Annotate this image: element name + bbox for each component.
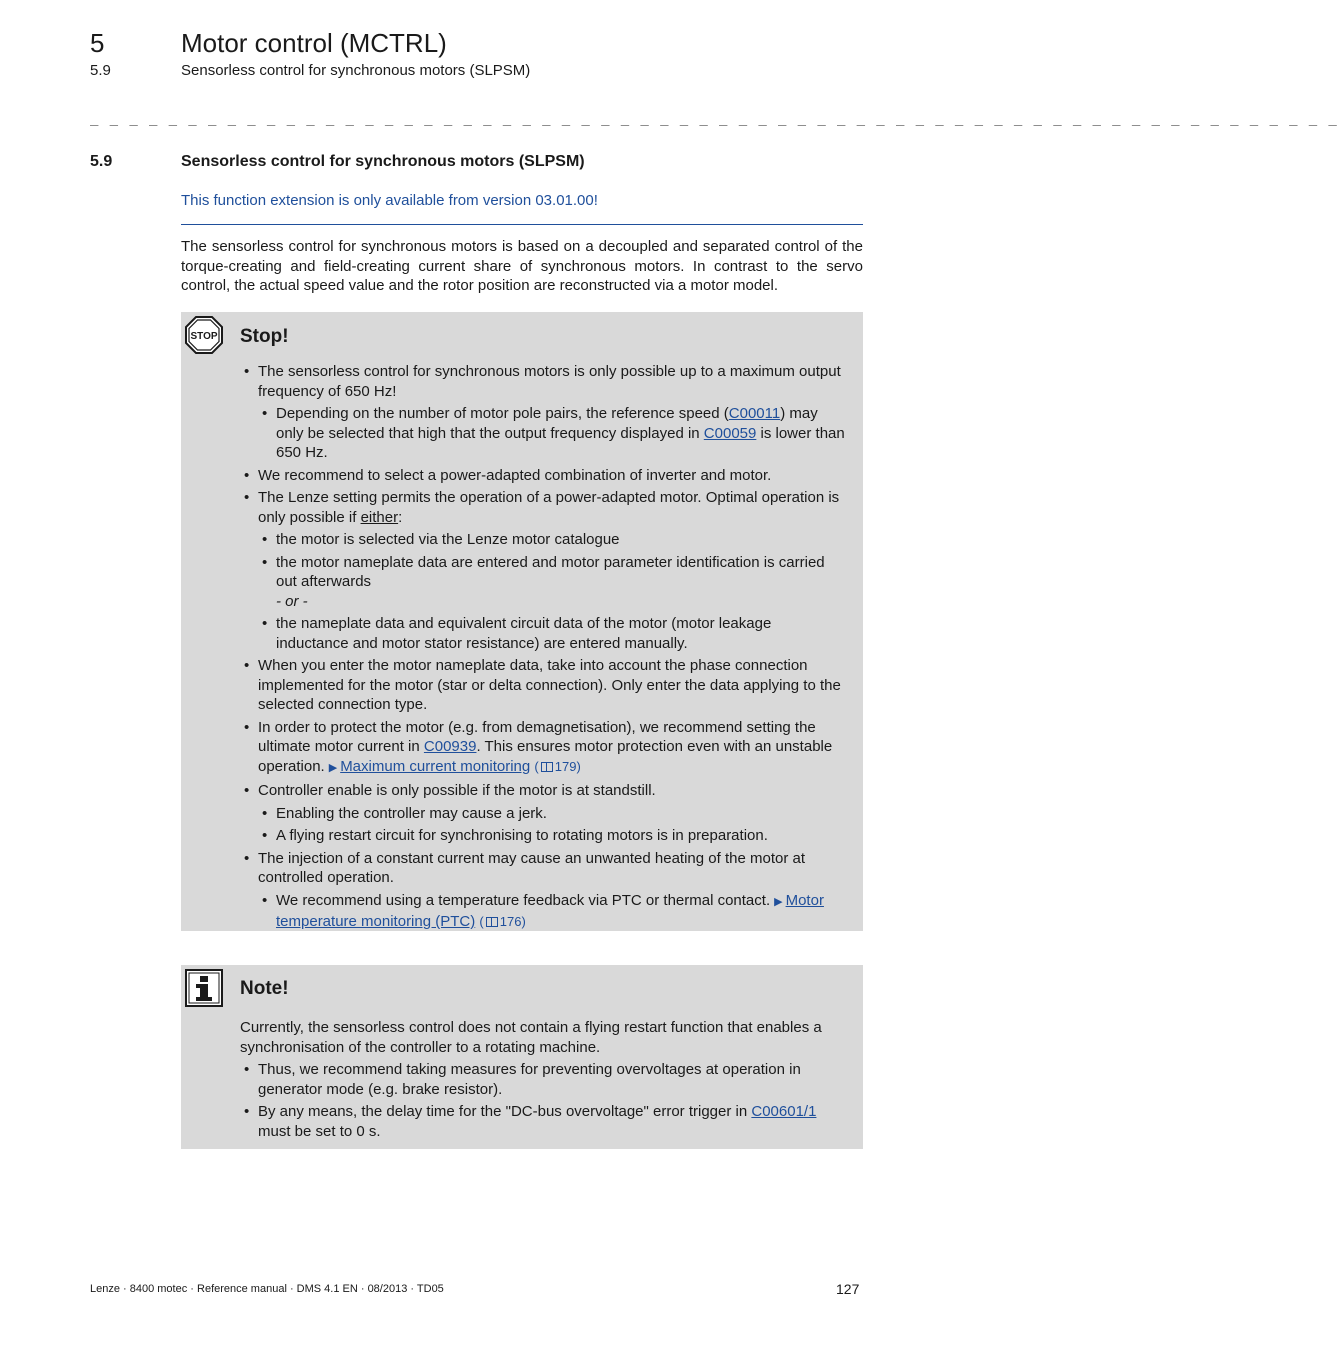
stop-heading: Stop! — [240, 326, 289, 347]
stop-sign-label: STOP — [190, 331, 218, 342]
note-content — [240, 1018, 846, 1144]
list-item: • Enabling the controller may cause a jerk. — [258, 804, 846, 824]
book-icon — [486, 917, 498, 927]
chapter-number: 5 — [90, 28, 105, 58]
either-emphasis: either — [360, 508, 399, 526]
section-heading: Sensorless control for synchronous motors (SLPSM) — [181, 153, 585, 170]
list-item: • The injection of a constant current may cause an unwanted heating of the motor at controlled operation. • We recommend using a temperature feedback via PTC or thermal contact. ▶ Motor temperature monitoring (PTC) ( 176) — [240, 849, 846, 932]
intro-paragraph: The sensorless control for synchronous motors is based on a decoupled and separated control of the torque-creating and field-creating current share of synchronous motors. In contrast to the servo control, the actual speed value and the rotor position are reconstructed via a motor model. — [181, 238, 863, 294]
header-dash-rule: _ _ _ _ _ _ _ _ _ _ _ _ _ _ _ _ _ _ _ _ _ _ _ _ _ _ _ _ _ _ _ _ _ _ _ _ _ _ _ _ _ _ _ _ _ _ _ _ _ _ _ _ _ _ _ _ _ _ _ _ _ _ _ _ — [90, 110, 1338, 126]
list-item: • Depending on the number of motor pole pairs, the reference speed (C00011) may only be selected that high that the output frequency displayed in C00059 is lower than 650 Hz. — [258, 404, 846, 463]
list-item: • the nameplate data and equivalent circuit data of the motor (motor leakage inductance and motor stator resistance) are entered manually. — [258, 614, 846, 653]
link-c00939[interactable]: C00939 — [423, 738, 477, 755]
link-motor-temperature-monitoring[interactable]: Motor temperature monitoring (PTC) — [276, 891, 824, 930]
list-item: • We recommend to select a power-adapted combination of inverter and motor. — [240, 466, 846, 486]
page-number: 127 — [836, 1281, 860, 1297]
list-item: • When you enter the motor nameplate data, take into account the phase connection implemented for the motor (star or delta connection). Only enter the data applying to the selected connection type. — [240, 656, 846, 715]
subchapter-number: 5.9 — [90, 62, 111, 79]
list-item: • A flying restart circuit for synchronising to rotating motors is in preparation. — [258, 826, 846, 846]
stop-warning-box — [181, 312, 863, 931]
stop-content — [240, 362, 846, 935]
section-number: 5.9 — [90, 153, 113, 170]
page-ref: ( 176) — [479, 914, 526, 929]
page-ref: ( 179) — [534, 758, 581, 774]
note-list — [240, 1060, 846, 1141]
info-icon — [185, 969, 223, 1007]
note-paragraph: Currently, the sensorless control does not contain a flying restart function that enables a synchronisation of the controller to a rotating machine. — [240, 1019, 822, 1056]
list-item: • In order to protect the motor (e.g. from demagnetisation), we recommend setting the ultimate motor current in C00939. This ensures motor protection even with an unstable operation. ▶ Maximum current monitoring ( 179) — [240, 718, 846, 779]
list-item-text: The sensorless control for synchronous motors is only possible up to a maximum output frequency of 650 Hz! — [258, 363, 841, 400]
availability-notice: This function extension is only available from version 03.01.00! — [181, 192, 598, 209]
footer-text: Lenze · 8400 motec · Reference manual · DMS 4.1 EN · 08/2013 · TD05 — [90, 1283, 444, 1295]
list-item: • Controller enable is only possible if the motor is at standstill. • Enabling the controller may cause a jerk. • A flying restart circuit for synchronising to rotating motors is in preparation. — [240, 781, 846, 846]
list-item: • the motor nameplate data are entered and motor parameter identification is carried out afterwards - or - — [258, 553, 846, 612]
subchapter-title: Sensorless control for synchronous motors (SLPSM) — [181, 62, 531, 79]
list-item: • We recommend using a temperature feedback via PTC or thermal contact. ▶ Motor temperature monitoring (PTC) ( 176) — [258, 891, 846, 932]
list-item: • Thus, we recommend taking measures for preventing overvoltages at operation in generator mode (e.g. brake resistor). — [240, 1060, 846, 1099]
link-max-current-monitoring[interactable]: Maximum current monitoring — [340, 757, 531, 775]
book-icon — [541, 762, 553, 772]
arrow-right-icon: ▶ — [774, 895, 783, 908]
divider — [181, 224, 863, 225]
stop-sign-icon — [185, 316, 223, 354]
link-c00059[interactable]: C00059 — [703, 424, 757, 442]
link-c00601-1[interactable]: C00601/1 — [751, 1103, 817, 1120]
list-item — [240, 362, 846, 463]
arrow-right-icon: ▶ — [328, 761, 338, 774]
or-separator: - or - — [276, 592, 308, 610]
list-item: • By any means, the delay time for the "DC-bus overvoltage" error trigger in C00601/1 must be set to 0 s. — [240, 1102, 846, 1141]
stop-list — [240, 362, 846, 932]
note-heading: Note! — [240, 978, 289, 999]
chapter-title: Motor control (MCTRL) — [181, 28, 447, 58]
list-item: • The Lenze setting permits the operation of a power-adapted motor. Optimal operation is only possible if either: • the motor is selected via the Lenze motor catalogue • the motor nameplate data are entered and motor parameter identification is carried out afterwards - or - • the nameplate data and equivalent circuit data of the motor (motor leakage inductance and motor stator resistance) are entered manually. — [240, 488, 846, 653]
list-item: • the motor is selected via the Lenze motor catalogue — [258, 530, 846, 550]
note-box — [181, 965, 863, 1149]
link-c00011[interactable]: C00011 — [728, 405, 781, 422]
